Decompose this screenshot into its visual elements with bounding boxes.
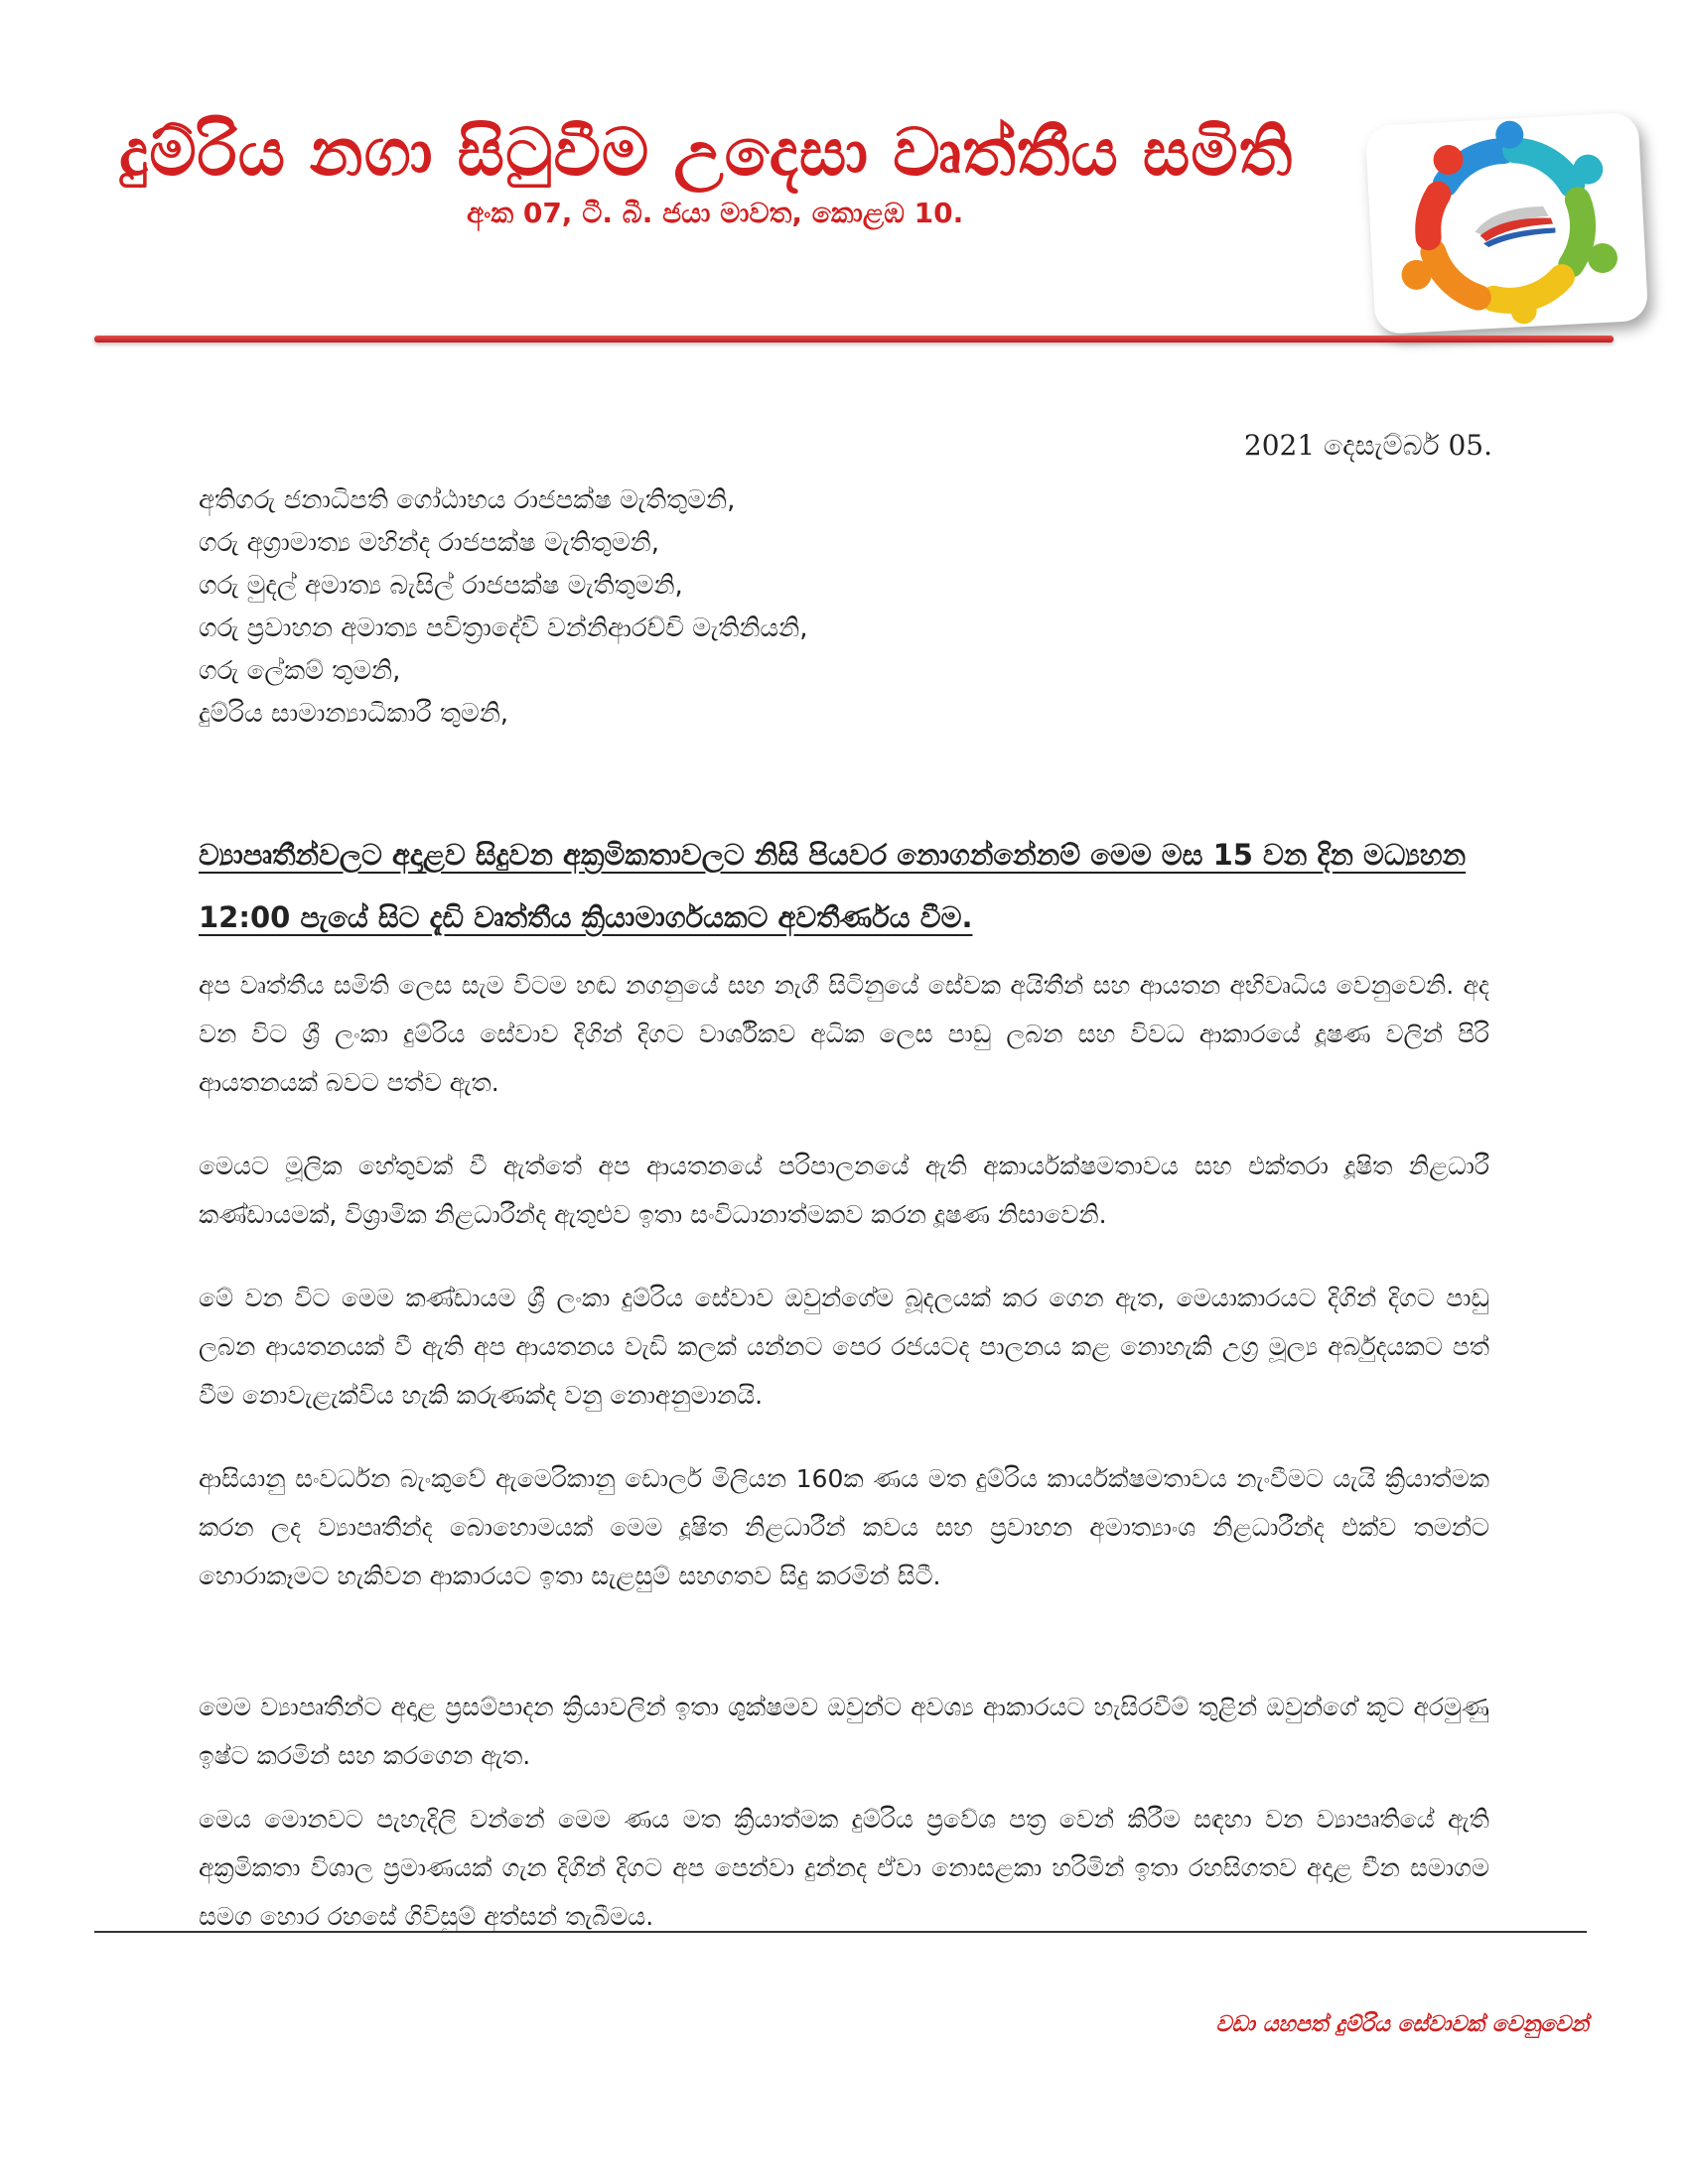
union-logo-icon — [1365, 112, 1649, 335]
salutation-list — [199, 479, 1291, 736]
body-paragraph-3: මේ වන විට මෙම කණ්ඩායම ශ්‍රී ලංකා දුම්රිය සේවාව ඔවුන්ගේම බූදලයක් කර ගෙන ඇත, මෙයාකාරයට දිගින් දිගට පාඩු ලබන ආයතනයක් වී ඇති අප ආයතනය වැඩි කලක් යන්නට පෙර රජයටද පාලනය කළ නොහැකි උග්‍ර මූල්‍ය අර්බුදයකට පත් වීම නොවැළැක්විය හැකි කරුණක්ද වනු නොඅනුමානයි. — [199, 1284, 1489, 1410]
body-paragraph-2: මෙයට මූලික හේතුවක් වී ඇත්තේ අප ආයතනයේ පරිපාලනයේ ඇති අකාර්යක්ෂමතාවය සහ එක්තරා දූෂිත නිළධාරී කණ්ඩායමක්, විශ්‍රාමික නිළධාරීන්ද ඇතුළුව ඉතා සංවිධානාත්මකව කරන දූෂණ නිසාවෙනි. — [199, 1152, 1489, 1229]
letter-date: 2021 දෙසැම්බර් 05. — [1243, 429, 1492, 462]
body-paragraph-4: ආසියානු සංවර්ධන බැංකුවේ ඇමෙරිකානු ඩොලර් මිලියන 160ක ණය මත දුම්රිය කාර්යක්ෂමතාවය නැංවීමට යැයි ක්‍රියාත්මක කරන ලද ව්‍යාපෘතීන්ද බොහොමයක් මෙම දූෂිත නිළධාරීන් කවය සහ ප්‍රවාහන අමාත්‍යාංශ නිළධාරීන්ද එක්ව තමන්ට හොරාකෑමට හැකිවන ආකාරයට ඉතා සැළසුම් සහගතව සිදු කරමින් සිටී. — [199, 1464, 1489, 1590]
salutation-line: අතිගරු ජනාධිපති ගෝඨාභය රාජපක්ෂ මැතිතුමනි, — [199, 485, 736, 515]
salutation-line: ගරු මුදල් අමාත්‍ය බැසිල් රාජපක්ෂ මැතිතුමනි, — [199, 571, 683, 601]
letterhead-address: අංක 07, ටී. බී. ජයා මාවත, කොළඹ 10. — [467, 197, 964, 229]
header-divider — [94, 336, 1614, 342]
body-paragraph-5: මෙම ව්‍යාපෘතීන්ට අදාළ ප්‍රසම්පාදන ක්‍රියාවලින් ඉතා ශුක්ෂමව ඔවුන්ට අවශ්‍ය ආකාරයට හැසිරවීම් තුළින් ඔවුන්ගේ කූට අරමුණු ඉෂ්ට කරමින් සහ කරගෙන ඇත. — [199, 1693, 1489, 1770]
salutation-line: ගරු ලේකම් තුමනි, — [199, 656, 401, 686]
footer-divider — [94, 1931, 1587, 1933]
salutation-line: ගරු අග්‍රාමාත්‍ය මහින්ද රාජපක්ෂ මැතිතුමනි, — [199, 528, 660, 558]
subject-text: ව්‍යාපෘතීන්වලට අදාළව සිදුවන අක්‍රමිකතාවලට නිසි පියවර නොගන්නේනම් මෙම මස 15 වන දින මධ්‍යහන 12:00 පැයේ සිට දැඩි වෘත්තීය ක්‍රියාමාර්ගයකට අවතීර්ණය වීම. — [199, 838, 1467, 934]
salutation-line: දුම්රිය සාමාන්‍යාධිකාරී තුමනි, — [199, 699, 509, 729]
footer-slogan: වඩා යහපත් දුම්රිය සේවාවක් වෙනුවෙන් — [1215, 2012, 1589, 2037]
salutation-line: ගරු ප්‍රවාහන අමාත්‍ය පවිත්‍රාදේවි වන්නිආරච්චි මැතිනියනි, — [199, 614, 808, 643]
letterhead-title: දුම්රිය නගා සිටුවීම උදෙසා වෘත්තීය සමිති — [119, 114, 1294, 191]
body-paragraph-6: මෙය මොනවට පැහැදිලි වන්නේ මෙම ණය මත ක්‍රියාත්මක දුම්රිය ප්‍රවේශ පත්‍ර වෙන් කිරීම සඳහා වන ව්‍යාපෘතියේ ඇති අක්‍රමිකතා විශාල ප්‍රමාණයක් ගැන දිගින් දිගට අප පෙන්වා දුන්නද ඒවා නොසළකා හරිමින් ඉතා රහසිගතව අදාළ චීන සමාගම සමග හොර රහසේ ගිවිසුම් අත්සන් තැබීමය. — [199, 1805, 1489, 1931]
body-paragraph-1: අප වෘත්තීය සමිති ලෙස සැම විටම හඬ නගනුයේ සහ නැගී සිටිනුයේ සේවක අයිතීන් සහ ආයතන අභිවෘධිය වෙනුවෙනි. අද වන විට ශ්‍රී ලංකා දුම්රිය සේවාව දිගින් දිගට වාර්ශිකව අධික ලෙස පාඩු ලබන සහ විවධ ආකාරයේ දූෂණ වලින් පිරි ආයතනයක් බවට පත්ව ඇත. — [199, 971, 1489, 1097]
subject-heading — [199, 824, 1489, 949]
